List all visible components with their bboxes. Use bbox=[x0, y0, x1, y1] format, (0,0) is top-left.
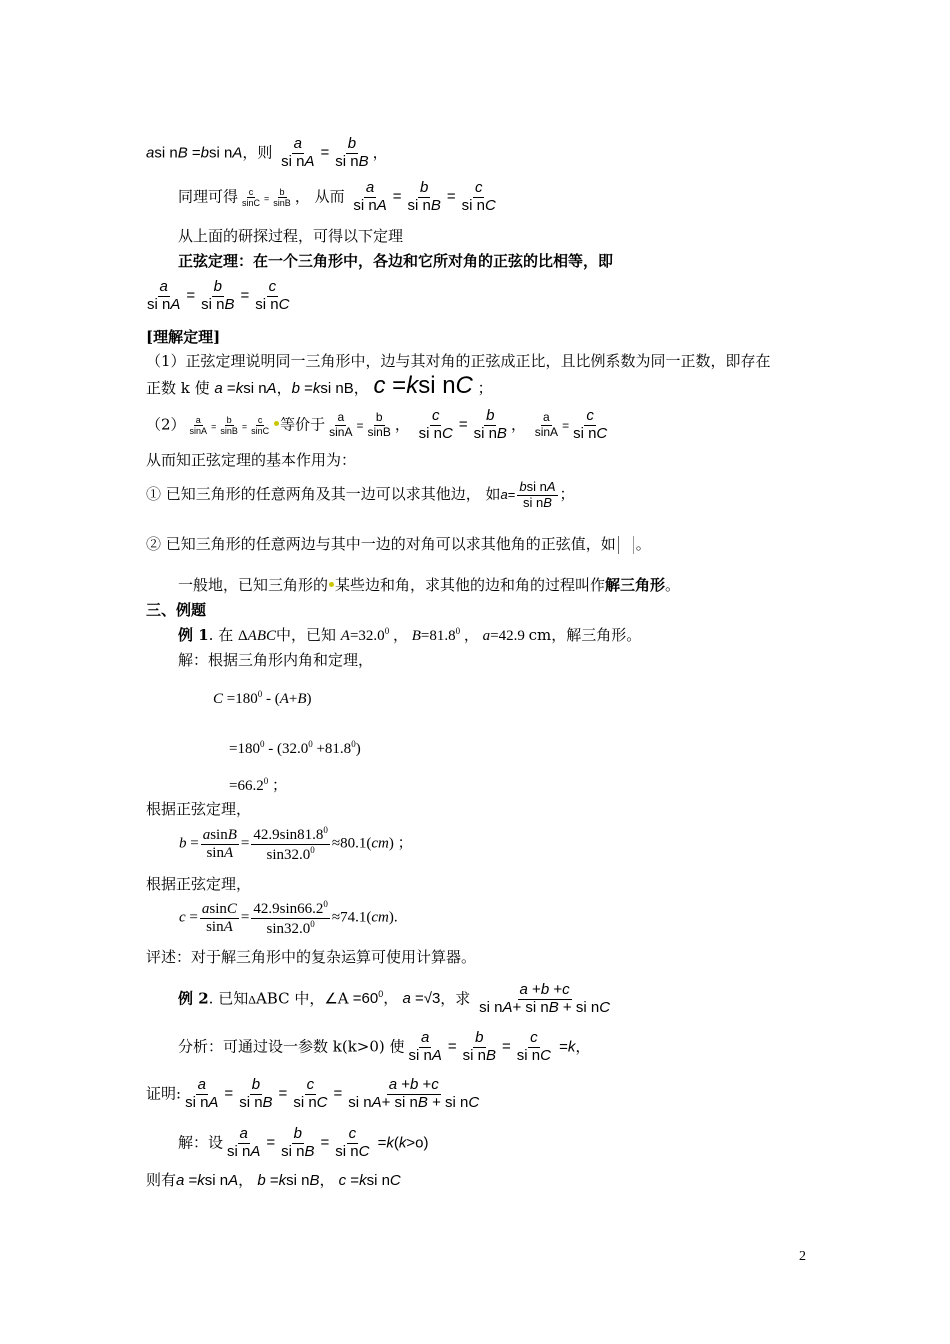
fraction-b-over-sinB: $\frac{b}{\text{si nB}}$ bbox=[462, 1029, 497, 1064]
fraction-c-over-sinC: $\frac{c}{\text{si nC}}$ bbox=[335, 1125, 370, 1160]
highlight-mark bbox=[274, 421, 279, 426]
solve-b: b = $\frac{asinB}{\sin A}$ = $\frac{42.9\sin 81.8^0}{\sin 32.0^0}$ ≈80.1(cm) ； bbox=[179, 825, 413, 863]
proportion-line: 正数 k 使 a =ksi nA，b =ksi nB， c =ksi nC ； bbox=[146, 372, 493, 399]
derivation-line-2: 同理可得 $\frac{c}{\sin C}$ = $\frac{b}{\sin B}$ ， 从而 $\frac{a}{\text{si nA}}$ = $\frac{b}{\text{si nB}}$ = $\frac{c}{\text{si nC}}$ bbox=[178, 179, 496, 214]
fraction-a-over-sinA: $\frac{a}{\text{si nA}}$ bbox=[185, 1076, 219, 1111]
definition-line: 一般地，已知三角形的 某些边和角，求其他的边和角的过程叫作解三角形。 bbox=[178, 576, 681, 594]
fraction-c-over-sinC: $\frac{c}{\text{si nC}}$ bbox=[293, 1076, 328, 1111]
tiny-fraction-b-over-sinB: $\frac{b}{\sin B}$ bbox=[220, 414, 238, 436]
text-point-1: （1）正弦定理说明同一三角形中，边与其对角的正弦成正比，且比例系数为同一正数，即存在 bbox=[146, 352, 771, 370]
fraction-c-over-sinC: $\frac{c}{\text{si nC}}$ bbox=[418, 407, 453, 442]
tiny-fraction-c-over-sinC: $\frac{c}{\sin C}$ bbox=[251, 414, 270, 436]
fraction-a-over-sinA: $\frac{a}{\text{si nA}}$ bbox=[353, 179, 387, 214]
scribble-mark bbox=[618, 536, 634, 554]
fraction-asinB-over-sinA: $\frac{asinB}{\sin A}$ bbox=[202, 827, 237, 861]
angle-C-step-3: $=66.2^0$ ； bbox=[229, 776, 287, 794]
sine-law-formula: $\frac{a}{\text{si nA}}$ = $\frac{b}{\text{si nB}}$ = $\frac{c}{\text{si nC}}$ bbox=[147, 278, 290, 313]
fraction-sum-over-sines: $\frac{a +b +c}{\text{si nA+ si nB + si nC}}$ bbox=[348, 1076, 480, 1111]
fraction-a-over-sinA: $\frac{a}{\text{si nA}}$ bbox=[227, 1125, 261, 1160]
section-examples: 三、例题 bbox=[146, 601, 207, 619]
solution-2-line: 解：设 $\frac{a}{\text{si nA}}$ = $\frac{b}{\text{si nB}}$ = $\frac{c}{\text{si nC}}$ =k(k>o) bbox=[178, 1125, 429, 1160]
highlight-mark bbox=[329, 582, 334, 587]
fraction-b-over-sinB: $\frac{b}{\text{si nB}}$ bbox=[201, 278, 235, 313]
tiny-fraction-c-over-sinC: $\frac{c}{\sin C}$ bbox=[242, 186, 261, 208]
fraction-b-over-sinB: $\frac{b}{\sin B}$ bbox=[367, 410, 391, 439]
tiny-fraction-b-over-sinB: $\frac{b}{\sin B}$ bbox=[273, 186, 291, 208]
comment-line: 评述：对于解三角形中的复杂运算可使用计算器。 bbox=[146, 948, 477, 966]
fraction-b-over-sinB: $\frac{b}{\text{si nB}}$ bbox=[473, 407, 507, 442]
proof-line: 证明: $\frac{a}{\text{si nA}}$ = $\frac{b}{\text{si nB}}$ = $\frac{c}{\text{si nC}}$ = $\frac{a +b +c}{\text{si nA+ si nB + si nC}}$ bbox=[146, 1076, 480, 1111]
text-derivation-summary: 从上面的研探过程，可得以下定理 bbox=[178, 227, 404, 245]
solve-c: c = $\frac{asinC}{\sin A}$ = $\frac{42.9\sin 66.2^0}{\sin 32.0^0}$ ≈74.1(cm). bbox=[179, 899, 398, 937]
fraction-b-over-sinB: $\frac{b}{\text{si nB}}$ bbox=[281, 1125, 315, 1160]
fraction-a-over-sinA: $\frac{a}{\text{si nA}}$ bbox=[281, 135, 315, 170]
fraction-b-over-sinB: $\frac{b}{\text{si nB}}$ bbox=[407, 179, 441, 214]
fraction-c-over-sinC: $\frac{c}{\text{si nC}}$ bbox=[255, 278, 290, 313]
analysis-line: 分析：可通过设一参数 k(k>0) 使 $\frac{a}{\text{si nA}}$ = $\frac{b}{\text{si nB}}$ = $\frac{c}{\text{si nC}}$ =k， bbox=[178, 1029, 591, 1064]
fraction-b-over-sinB: $\frac{b}{\text{si nB}}$ bbox=[239, 1076, 273, 1111]
fraction-asinC-over-sinA: $\frac{asinC}{\sin A}$ bbox=[201, 901, 237, 935]
fraction-a-over-sinA: $\frac{a}{\text{si nA}}$ bbox=[147, 278, 181, 313]
angle-C-step-2: $=180^0 - (32.0^0 +81.8^0)$ bbox=[229, 739, 361, 757]
fraction-c-over-sinC: $\frac{c}{\text{si nC}}$ bbox=[516, 1029, 551, 1064]
fraction-c-over-sinC: $\frac{c}{\text{si nC}}$ bbox=[573, 407, 608, 442]
fraction-a-over-sinA: $\frac{a}{\text{si nA}}$ bbox=[408, 1029, 442, 1064]
sine-law-statement: 正弦定理：在一个三角形中，各边和它所对角的正弦的比相等，即 bbox=[178, 252, 614, 270]
fraction-c-numeric: $\frac{42.9\sin 66.2^0}{\sin 32.0^0}$ bbox=[253, 899, 328, 937]
text-by-sine-law: 根据正弦定理， bbox=[146, 800, 252, 818]
text-basic-use: 从而知正弦定理的基本作用为： bbox=[146, 451, 357, 469]
fraction-b-numeric: $\frac{42.9\sin 81.8^0}{\sin 32.0^0}$ bbox=[253, 825, 328, 863]
fraction-a-over-sinA: $\frac{a}{\sin A}$ bbox=[329, 410, 353, 439]
fraction-b-over-sinB: $\frac{b}{\text{si nB}}$ bbox=[335, 135, 369, 170]
use-2-line: ② 已知三角形的任意两边与其中一边的对角可以求其他角的正弦值，如 。 bbox=[146, 535, 651, 553]
solution-1-intro: 解：根据三角形内角和定理， bbox=[178, 651, 374, 669]
derivation-line-1: asi nB =bsi nA，则 $\frac{a}{\text{si nA}}$ = $\frac{b}{\text{si nB}}$ ， bbox=[146, 135, 388, 170]
section-understand-theorem: [理解定理] bbox=[146, 328, 221, 346]
fraction-bsinA-over-sinB: $\frac{\text{bsi nA}}{\text{si nB}}$ bbox=[519, 479, 556, 510]
then-line: 则有a =ksi nA， b =ksi nB， c =ksi nC bbox=[146, 1171, 401, 1189]
fraction-sum-over-sines: $\frac{a +b +c}{\text{si nA+ si nB + si nC}}$ bbox=[479, 981, 611, 1016]
example-2: 例 2. 已知ΔABC 中，∠A $=60^0$， a =√3，求 $\frac{a +b +c}{\text{si nA+ si nB + si nC}}$ bbox=[178, 981, 611, 1016]
example-1: 例 1. 在 ΔABC中，已知 $A=32.0^0$ ， $B=81.8^0$ ， a=42.9 cm，解三角形。 bbox=[178, 626, 642, 644]
point-2-line: （2） $\frac{a}{\sin A}$ = $\frac{b}{\sin B}$ = $\frac{c}{\sin C}$ 等价于 $\frac{a}{\sin A}$ = $\frac{b}{\sin B}$ ， $\frac{c}{\text{si nC}}$ = $\frac{b}{\text{si nB}}$ ， $\frac{a}{\sin A}$ = $\frac{c}{\text{si nC}}$ bbox=[146, 407, 608, 442]
tiny-fraction-a-over-sinA: $\frac{a}{\sin A}$ bbox=[189, 414, 208, 436]
use-1-line: ① 已知三角形的任意两角及其一边可以求其他边， 如a= $\frac{\text{bsi nA}}{\text{si nB}}$ ； bbox=[146, 479, 575, 510]
page-number: 2 bbox=[799, 1249, 806, 1264]
fraction-c-over-sinC: $\frac{c}{\text{si nC}}$ bbox=[461, 179, 496, 214]
angle-C-step-1: $C =180^0 - (A+B)$ bbox=[213, 689, 312, 707]
text-by-sine-law: 根据正弦定理， bbox=[146, 875, 252, 893]
fraction-a-over-sinA: $\frac{a}{\sin A}$ bbox=[534, 410, 559, 439]
